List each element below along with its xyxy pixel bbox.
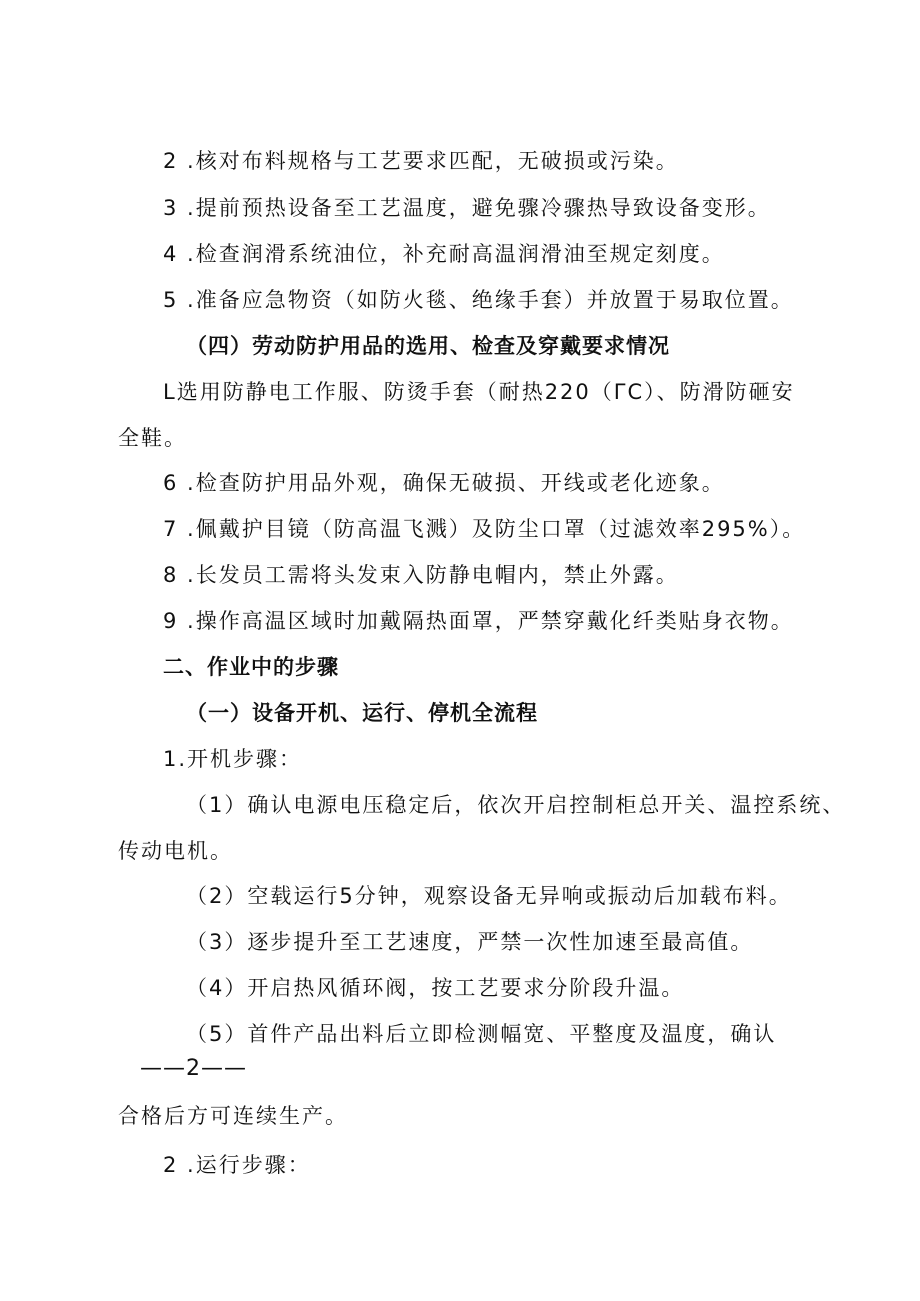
text-line: 全鞋。	[118, 426, 187, 450]
text-line: 2 .运行步骤：	[163, 1153, 311, 1177]
text-line: 5 .准备应急物资（如防火毯、绝缘手套）并放置于易取位置。	[163, 288, 794, 312]
text-line: 8 .长发员工需将头发束入防静电帽内，禁止外露。	[163, 563, 679, 587]
text-line: 4 .检查润滑系统油位，补充耐高温润滑油至规定刻度。	[163, 242, 725, 266]
section-heading: （四）劳动防护用品的选用、检查及穿戴要求情况	[186, 334, 670, 358]
text-line: （5）首件产品出料后立即检测幅宽、平整度及温度，确认	[186, 1022, 777, 1046]
text-line: 6 .检查防护用品外观，确保无破损、开线或老化迹象。	[163, 471, 725, 495]
page-number: ——2——	[140, 1056, 247, 1081]
text-line: 1.开机步骤：	[163, 747, 303, 771]
text-line: （2）空载运行5分钟，观察设备无异响或振动后加载布料。	[186, 884, 792, 908]
text-line: （4）开启热风循环阀，按工艺要求分阶段升温。	[186, 976, 685, 1000]
text-line: 2 .核对布料规格与工艺要求匹配，无破损或污染。	[163, 149, 679, 173]
text-line: （3）逐步提升至工艺速度，严禁一次性加速至最高值。	[186, 930, 754, 954]
text-line: 传动电机。	[118, 839, 233, 863]
section-heading: （一）设备开机、运行、停机全流程	[186, 701, 538, 725]
text-line: 9 .操作高温区域时加戴隔热面罩，严禁穿戴化纤类贴身衣物。	[163, 609, 794, 633]
text-line: 7 .佩戴护目镜（防高温飞溅）及防尘口罩（过滤效率295%）。	[163, 517, 806, 541]
text-line: 合格后方可连续生产。	[118, 1104, 348, 1128]
text-line: L选用防静电工作服、防烫手套（耐热220（ΓC）、防滑防砸安	[163, 380, 795, 404]
chapter-heading: 二、作业中的步骤	[163, 655, 339, 679]
text-line: 3 .提前预热设备至工艺温度，避免骤冷骤热导致设备变形。	[163, 196, 771, 220]
text-line: （1）确认电源电压稳定后，依次开启控制柜总开关、温控系统、	[186, 793, 846, 817]
